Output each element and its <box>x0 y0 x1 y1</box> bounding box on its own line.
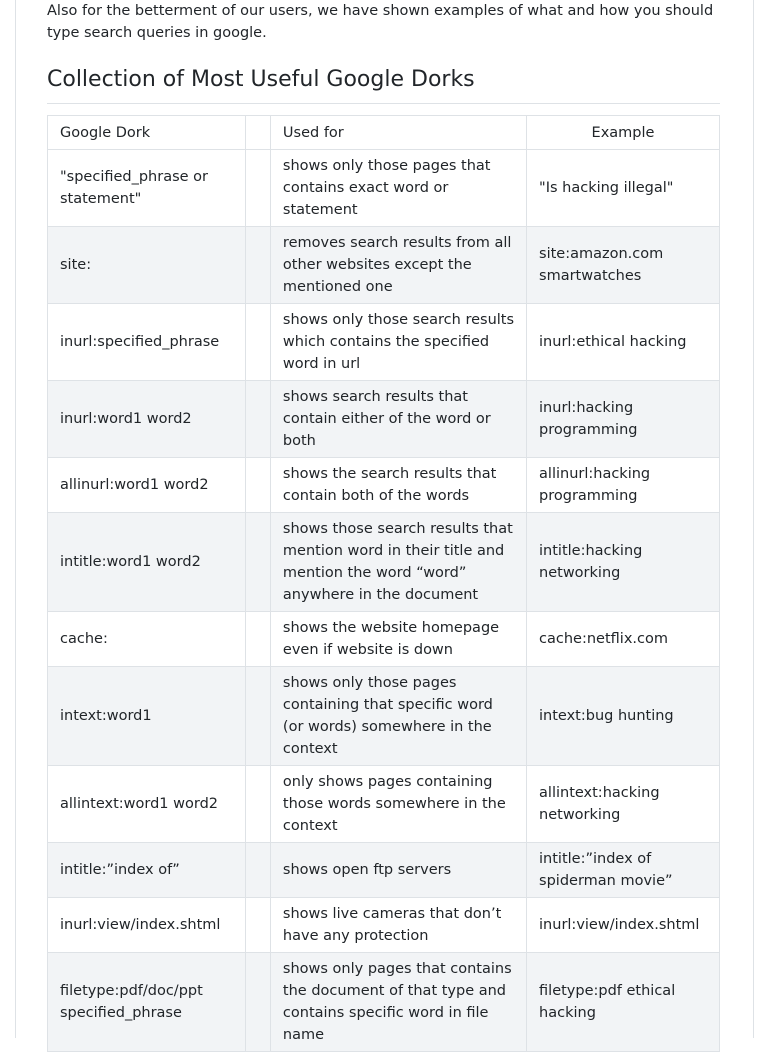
dork-cell: filetype:pdf/doc/ppt specified_phrase <box>48 953 246 1052</box>
blank-cell <box>245 227 270 304</box>
blank-cell <box>245 766 270 843</box>
header-example: Example <box>527 116 720 150</box>
example-cell: allinurl:hacking programming <box>527 458 720 513</box>
table-row <box>48 304 720 381</box>
dork-cell: site: <box>48 227 246 304</box>
used-for-cell: only shows pages containing those words somewhere in the context <box>270 766 526 843</box>
table-row <box>48 227 720 304</box>
blank-cell <box>245 667 270 766</box>
used-for-cell: shows live cameras that don’t have any protection <box>270 898 526 953</box>
example-cell: filetype:pdf ethical hacking <box>527 953 720 1052</box>
blank-cell <box>245 843 270 898</box>
used-for-cell: shows search results that contain either of the word or both <box>270 381 526 458</box>
used-for-cell: shows only those pages containing that specific word (or words) somewhere in the context <box>270 667 526 766</box>
dork-cell: inurl:view/index.shtml <box>48 898 246 953</box>
blank-cell <box>245 612 270 667</box>
used-for-cell: removes search results from all other websites except the mentioned one <box>270 227 526 304</box>
table-row <box>48 458 720 513</box>
table-row <box>48 953 720 1052</box>
example-cell: intitle:”index of spiderman movie” <box>527 843 720 898</box>
dork-cell: allinurl:word1 word2 <box>48 458 246 513</box>
table-row <box>48 667 720 766</box>
table-row <box>48 766 720 843</box>
table-row <box>48 513 720 612</box>
dork-cell: inurl:specified_phrase <box>48 304 246 381</box>
table-row <box>48 612 720 667</box>
used-for-cell: shows those search results that mention word in their title and mention the word “word” anywhere in the document <box>270 513 526 612</box>
example-cell: inurl:ethical hacking <box>527 304 720 381</box>
dork-cell: cache: <box>48 612 246 667</box>
blank-cell <box>245 953 270 1052</box>
blank-cell <box>245 458 270 513</box>
header-used-for: Used for <box>270 116 526 150</box>
table-header-row <box>48 116 720 150</box>
example-cell: cache:netflix.com <box>527 612 720 667</box>
intro-paragraph: Also for the betterment of our users, we have shown examples of what and how you should type search queries in google. <box>47 3 714 41</box>
used-for-cell: shows only pages that contains the document of that type and contains specific word in file name <box>270 953 526 1052</box>
header-blank <box>245 116 270 150</box>
example-cell: allintext:hacking networking <box>527 766 720 843</box>
used-for-cell: shows open ftp servers <box>270 843 526 898</box>
table-row <box>48 150 720 227</box>
blank-cell <box>245 304 270 381</box>
example-cell: "Is hacking illegal" <box>527 150 720 227</box>
dork-cell: allintext:word1 word2 <box>48 766 246 843</box>
used-for-cell: shows the website homepage even if website is down <box>270 612 526 667</box>
example-cell: inurl:hacking programming <box>527 381 720 458</box>
blank-cell <box>245 381 270 458</box>
used-for-cell: shows only those pages that contains exact word or statement <box>270 150 526 227</box>
used-for-cell: shows the search results that contain both of the words <box>270 458 526 513</box>
dork-cell: "specified_phrase or statement" <box>48 150 246 227</box>
example-cell: inurl:view/index.shtml <box>527 898 720 953</box>
dork-cell: intitle:word1 word2 <box>48 513 246 612</box>
example-cell: intitle:hacking networking <box>527 513 720 612</box>
example-cell: site:amazon.com smartwatches <box>527 227 720 304</box>
dork-cell: intext:word1 <box>48 667 246 766</box>
header-google-dork: Google Dork <box>48 116 246 150</box>
blank-cell <box>245 513 270 612</box>
blank-cell <box>245 150 270 227</box>
blank-cell <box>245 898 270 953</box>
table-row <box>48 898 720 953</box>
section-heading: Collection of Most Useful Google Dorks <box>47 64 720 104</box>
table-row <box>48 843 720 898</box>
google-dorks-table <box>47 115 720 1052</box>
used-for-cell: shows only those search results which contains the specified word in url <box>270 304 526 381</box>
table-row <box>48 381 720 458</box>
example-cell: intext:bug hunting <box>527 667 720 766</box>
dork-cell: intitle:”index of” <box>48 843 246 898</box>
dork-cell: inurl:word1 word2 <box>48 381 246 458</box>
